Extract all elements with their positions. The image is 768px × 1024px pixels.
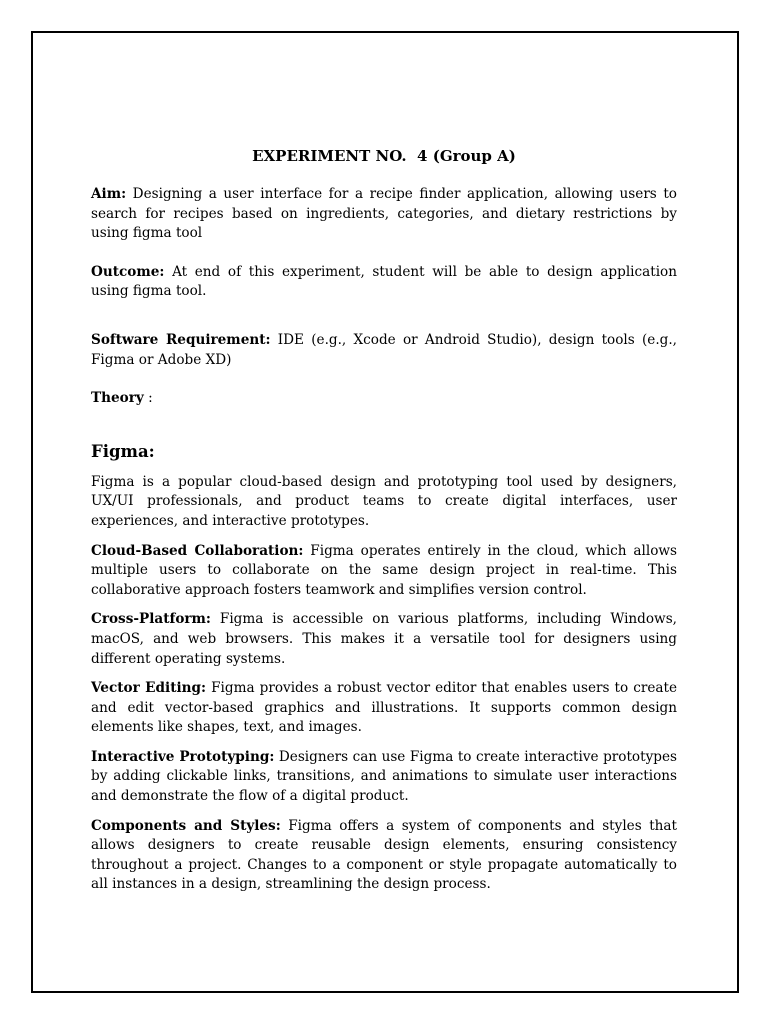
feature-interactive-prototyping — [91, 748, 677, 807]
aim-label: Aim: — [91, 186, 127, 202]
software-requirement-text: IDE (e.g., Xcode or Android Studio), design tools (e.g., Figma or Adobe XD) — [91, 331, 677, 368]
software-requirement-paragraph — [91, 331, 677, 370]
feature-components-styles — [91, 817, 677, 895]
feature-label: Cloud-Based Collaboration: — [91, 542, 304, 559]
theory-paragraph — [91, 389, 677, 409]
theory-label: Theory — [91, 390, 144, 407]
feature-text: Designers can use Figma to create interactive prototypes by adding clickable links, transitions, and animations to simulate user interactions and demonstrate the flow of a digital product. — [91, 748, 677, 805]
figma-heading: Figma: — [91, 441, 155, 461]
figma-intro-paragraph: Figma is a popular cloud-based design and prototyping tool used by designers, UX/UI professionals, and product teams to create digital interfaces, user experiences, and interactive prototypes. — [91, 473, 677, 529]
outcome-label: Outcome: — [91, 263, 165, 280]
feature-text: Figma provides a robust vector editor that enables users to create and edit vector-based graphics and illustrations. It supports common design elements like shapes, text, and images. — [91, 680, 677, 736]
software-requirement-label: Software Requirement: — [91, 331, 271, 348]
feature-label: Components and Styles: — [91, 817, 281, 834]
outcome-paragraph — [91, 263, 677, 302]
feature-label: Vector Editing: — [91, 680, 207, 697]
feature-label: Interactive Prototyping: — [91, 748, 275, 765]
feature-cloud-collaboration — [91, 542, 677, 601]
document-body — [91, 145, 677, 905]
aim-paragraph — [91, 185, 677, 244]
feature-vector-editing — [91, 679, 677, 738]
feature-text: Figma offers a system of components and styles that allows designers to create reusable design elements, ensuring consistency throughout a project. Changes to a component or style propagate automatically to all instances in a design, streamlining the design process. — [91, 817, 677, 893]
theory-text: : — [143, 390, 153, 407]
aim-text: Designing a user interface for a recipe finder application, allowing users to search for recipes based on ingredients, categories, and dietary restrictions by using figma tool — [91, 186, 677, 242]
outcome-text: At end of this experiment, student will be able to design application using figma tool. — [91, 263, 677, 300]
feature-text: Figma is accessible on various platforms, including Windows, macOS, and web browsers. This makes it a versatile tool for designers using different operating systems. — [91, 611, 677, 667]
feature-text: Figma operates entirely in the cloud, which allows multiple users to collaborate on the same design project in real-time. This collaborative approach fosters teamwork and simplifies version control. — [91, 542, 677, 598]
feature-cross-platform — [91, 610, 677, 669]
feature-label: Cross-Platform: — [91, 611, 211, 628]
experiment-title: EXPERIMENT NO. 4 (Group A) — [252, 147, 516, 165]
